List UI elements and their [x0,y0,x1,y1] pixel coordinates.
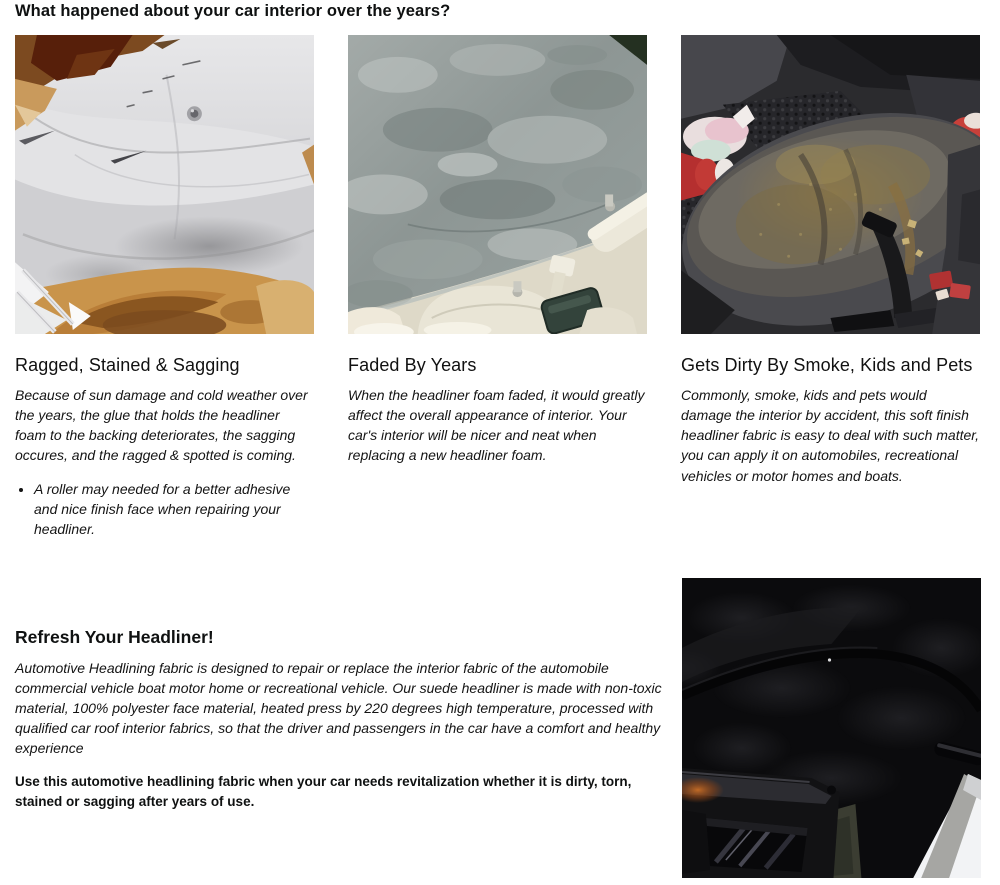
column-dirty [681,35,980,539]
black-suede-headliner-image [682,578,981,878]
column-body-faded: When the headliner foam faded, it would greatly affect the overall appearance of interior. Your car's interior will be nicer and neat when replacing a new headliner foam. [348,387,645,464]
ragged-sagging-headliner-image [15,35,314,334]
refresh-section [15,627,671,812]
faded-headliner-image [348,35,647,334]
refresh-emphasis: Use this automotive headlining fabric when your car needs revitalization whether it is dirty, torn, stained or sagging after years of use. [15,774,632,810]
column-bullets-ragged [15,479,314,539]
refresh-body: Automotive Headlining fabric is designed to repair or replace the interior fabric of the automobile commercial vehicle boat motor home or recreational vehicle. Our suede headliner is made with non-toxic material, 100% polyester face material, heated press by 220 degrees high temperature, processed with qualified car roof interior fabrics, so that the driver and passengers in the car have a comfort and healthy experience [15,660,662,757]
column-ragged [15,35,314,539]
bullet-roller-note: • A roller may needed for a better adhesive and nice finish face when repairing your headliner. [34,479,314,539]
column-heading-dirty: Gets Dirty By Smoke, Kids and Pets [681,355,973,375]
column-heading-faded: Faded By Years [348,355,477,375]
three-column-section [15,35,980,539]
page-title: What happened about your car interior over the years? [15,2,451,20]
column-heading-ragged: Ragged, Stained & Sagging [15,355,240,375]
column-body-dirty: Commonly, smoke, kids and pets would damage the interior by accident, this soft finish headliner fabric is easy to deal with such matter, you can apply it on automobiles, recreational vehicles or motor homes and boats. [681,387,980,484]
refresh-heading: Refresh Your Headliner! [15,627,214,647]
column-body-ragged: Because of sun damage and cold weather over the years, the glue that holds the headliner foam to the backing deteriorates, the sagging occures, and the ragged & spotted is coming. [15,387,308,464]
dirty-car-seat-image [681,35,980,334]
column-faded [348,35,647,539]
